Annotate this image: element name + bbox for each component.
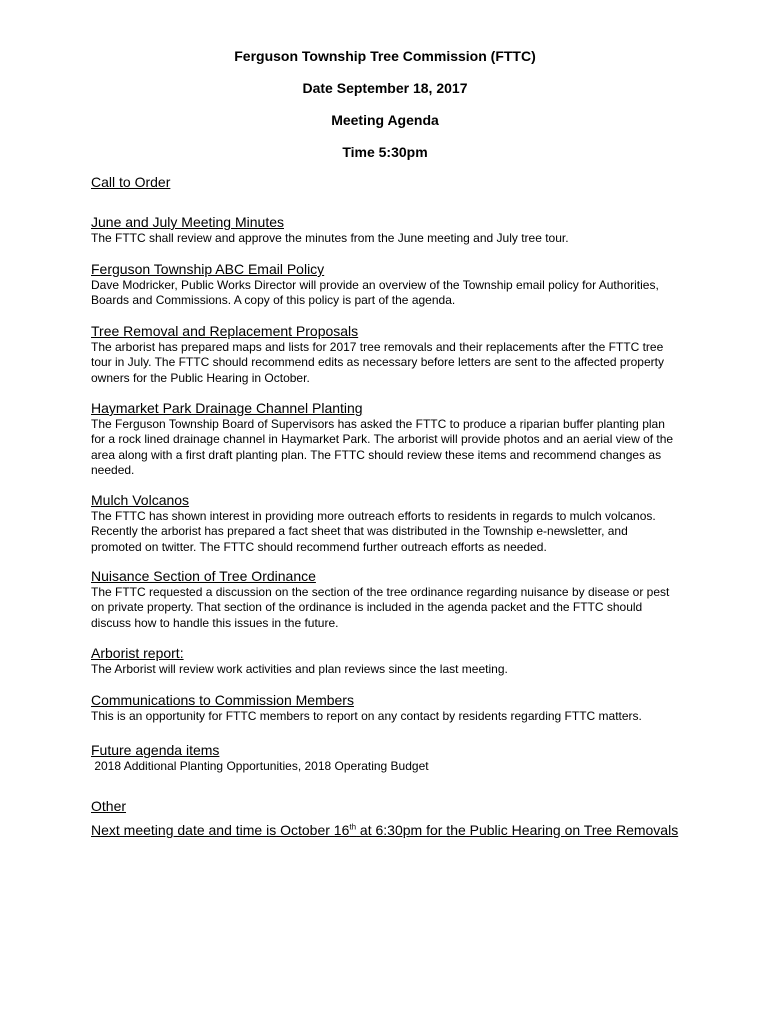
section-nuisance <box>91 568 681 631</box>
section-meeting-minutes <box>91 214 681 246</box>
section-communications <box>91 692 681 724</box>
section-email-policy <box>91 261 681 309</box>
agenda-label: Meeting Agenda <box>331 112 439 128</box>
section-body: The FTTC requested a discussion on the section of the tree ordinance regarding nuisance by disease or pest on private property. That section of the ordinance is included in the agenda packet and the FTTC should discuss how to handle this issues in the future. <box>91 585 670 630</box>
section-body: This is an opportunity for FTTC members to report on any contact by residents regarding FTTC matters. <box>91 709 642 723</box>
section-other <box>91 798 681 815</box>
section-body: The FTTC has shown interest in providing more outreach efforts to residents in regards to mulch volcanos. Recently the arborist has prepared a fact sheet that was distributed in the Township e-newsletter, and promoted on twitter. The FTTC should recommend further outreach efforts as needed. <box>91 509 656 554</box>
section-heading: Tree Removal and Replacement Proposals <box>91 323 359 339</box>
section-heading: June and July Meeting Minutes <box>91 214 284 230</box>
section-arborist-report <box>91 645 681 677</box>
section-heading: Haymarket Park Drainage Channel Planting <box>91 400 363 416</box>
next-meeting-line <box>91 822 691 839</box>
section-body: 2018 Additional Planting Opportunities, 2018 Operating Budget <box>91 759 429 773</box>
section-body: The Arborist will review work activities and plan reviews since the last meeting. <box>91 662 508 676</box>
section-heading: Ferguson Township ABC Email Policy <box>91 261 325 277</box>
section-mulch-volcanos <box>91 492 681 555</box>
section-heading: Mulch Volcanos <box>91 492 190 508</box>
next-meeting-after: at 6:30pm for the Public Hearing on Tree Removals <box>356 822 679 838</box>
section-body: The FTTC shall review and approve the minutes from the June meeting and July tree tour. <box>91 231 569 245</box>
next-meeting-before: Next meeting date and time is October 16 <box>91 822 350 838</box>
section-body: The Ferguson Township Board of Supervisors has asked the FTTC to produce a riparian buffer planting plan for a rock lined drainage channel in Haymarket Park. The arborist will provide photos and an aerial view of the area along with a first draft planting plan. The FTTC should review these items and recommend changes as needed. <box>91 417 674 477</box>
meeting-time: Time 5:30pm <box>342 144 428 160</box>
next-meeting-text <box>91 822 691 839</box>
section-heading: Other <box>91 798 127 814</box>
meeting-date: Date September 18, 2017 <box>302 80 468 96</box>
section-body: Dave Modricker, Public Works Director will provide an overview of the Township email policy for Authorities, Boards and Commissions. A copy of this policy is part of the agenda. <box>91 278 659 308</box>
ordinal-suffix: th <box>349 822 357 832</box>
section-tree-removal <box>91 323 681 386</box>
section-heading: Arborist report: <box>91 645 184 661</box>
section-heading: Call to Order <box>91 174 171 190</box>
section-heading: Communications to Commission Members <box>91 692 354 708</box>
section-body: The arborist has prepared maps and lists for 2017 tree removals and their replacements after the FTTC tree tour in July. The FTTC should recommend edits as necessary before letters are sent to the affected property owners for the Public Hearing in October. <box>91 340 664 385</box>
section-future-items <box>91 742 681 774</box>
section-heading: Future agenda items <box>91 742 220 758</box>
section-heading: Nuisance Section of Tree Ordinance <box>91 568 316 584</box>
document-title: Ferguson Township Tree Commission (FTTC) <box>234 48 536 64</box>
section-call-to-order <box>91 174 681 191</box>
section-haymarket-park <box>91 400 681 478</box>
